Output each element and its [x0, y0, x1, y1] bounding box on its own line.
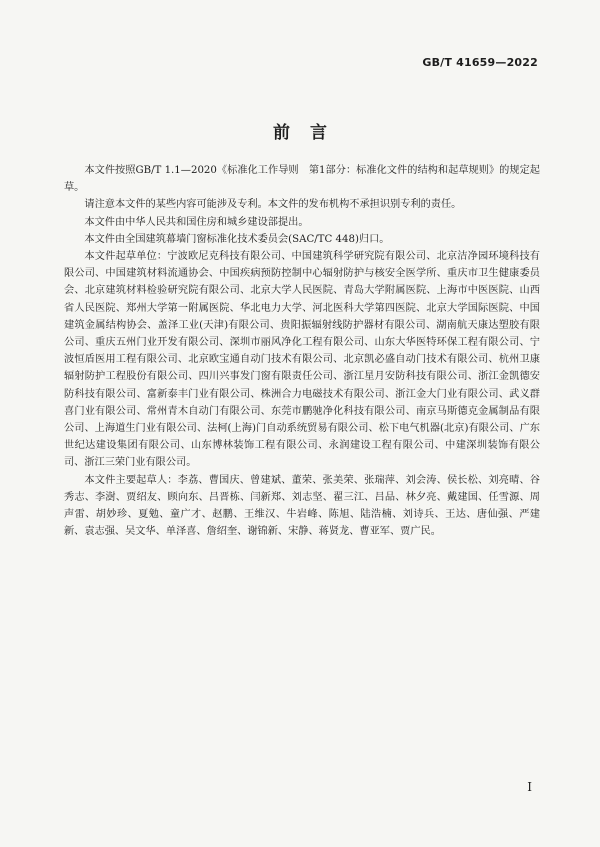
- foreword-body: [64, 162, 540, 540]
- paragraph-drafting-basis: 本文件按照GB/T 1.1—2020《标准化工作导则 第1部分：标准化文件的结构和起草规则》的规定起草。: [64, 165, 540, 194]
- paragraph-proposer: 本文件由中华人民共和国住房和城乡建设部提出。: [84, 216, 309, 228]
- page-number: I: [527, 780, 532, 794]
- paragraph-drafting-organizations: 本文件起草单位：宁波欧尼克科技有限公司、中国建筑科学研究院有限公司、北京洁净园环境科技有限公司、中国建筑材料流通协会、中国疾病预防控制中心辐射防护与核安全医学所、重庆市卫生健康委员会、北京建筑材料检验研究院有限公司、北京大学人民医院、青岛大学附属医院、上海市中医医院、山西省人民医院、郑州大学第一附属医院、华北电力大学、河北医科大学第四医院、北京大学国际医院、中国建筑金属结构协会、盖泽工业(天津)有限公司、贵阳振辐射线防护器材有限公司、湖南航天康达塑胶有限公司、重庆五州门业开发有限公司、深圳市丽风净化工程有限公司、山东大华医特环保工程有限公司、宁波恒盾医用工程有限公司、北京欧宝通自动门技术有限公司、北京凯必盛自动门技术有限公司、杭州卫康辐射防护工程股份有限公司、四川兴事发门窗有限责任公司、浙江星月安防科技有限公司、浙江金凯德安防科技有限公司、富新泰丰门业有限公司、株洲合力电磁技术有限公司、浙江金大门业有限公司、武义群喜门业有限公司、常州青木自动门有限公司、东莞市鹏驰净化科技有限公司、南京马斯德克金属制品有限公司、上海道生门业有限公司、法柯(上海)门自动系统贸易有限公司、松下电气机器(北京)有限公司、广东世纪达建设集团有限公司、山东博林装饰工程有限公司、永润建设工程有限公司、中建深圳装饰有限公司、浙江三荣门业有限公司。: [64, 251, 540, 469]
- paragraph-patent-notice: 请注意本文件的某些内容可能涉及专利。本文件的发布机构不承担识别专利的责任。: [84, 199, 462, 211]
- standard-number: GB/T 41659—2022: [422, 56, 538, 69]
- paragraph-committee: 本文件由全国建筑幕墙门窗标准化技术委员会(SAC/TC 448)归口。: [84, 233, 390, 245]
- paragraph-drafters: 本文件主要起草人：李荔、曹国庆、曾建斌、董荣、张美荣、张瑞萍、刘会涛、侯长松、刘亮晴、谷秀志、李澍、贾绍友、顾向东、吕晋栋、闫新郑、刘志坚、翟三江、吕品、林夕亮、戴建国、任雪源、周声雷、胡妙珍、夏勉、童广才、赵鹏、王维汉、牛岩峰、陈旭、陆浩楠、刘诗兵、王达、唐仙强、严建新、袁志强、吴文华、单泽喜、詹绍奎、谢锦新、宋静、蒋贤龙、曹亚军、贾广民。: [64, 474, 540, 538]
- page-title: 前言: [273, 123, 347, 143]
